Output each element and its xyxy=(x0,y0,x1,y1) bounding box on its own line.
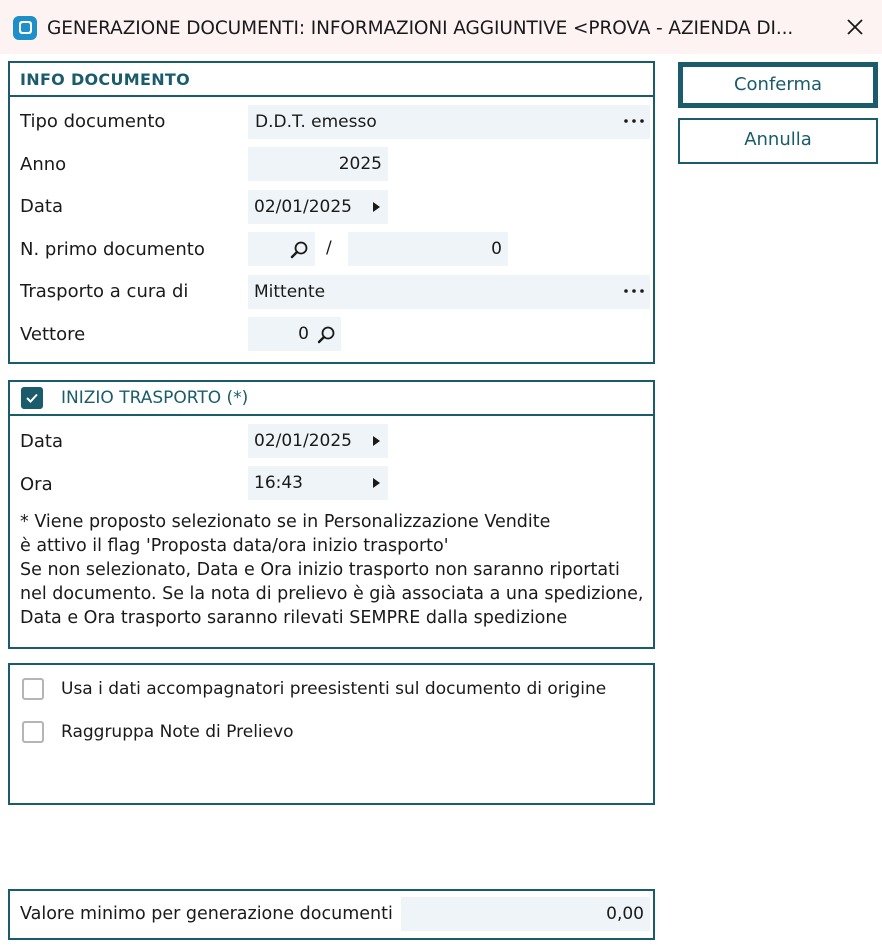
close-icon[interactable] xyxy=(842,14,868,40)
panel-title: INFO DOCUMENTO xyxy=(20,70,191,89)
trasporto-value: Mittente xyxy=(254,282,326,302)
n-primo-documento-label: N. primo documento xyxy=(20,239,205,260)
play-arrow-icon[interactable] xyxy=(373,478,380,488)
anno-label: Anno xyxy=(20,154,67,175)
n-primo-documento-number: 0 xyxy=(491,239,502,259)
raggruppa-note-label: Raggruppa Note di Prelievo xyxy=(61,722,294,742)
ellipsis-icon[interactable] xyxy=(624,289,644,293)
vettore-value: 0 xyxy=(298,324,309,344)
usa-dati-accompagnatori-checkbox[interactable] xyxy=(22,678,44,700)
trasporto-field[interactable] xyxy=(248,275,650,309)
tipo-documento-field[interactable] xyxy=(248,105,650,139)
valore-minimo-panel xyxy=(8,889,655,940)
n-primo-documento-number-input[interactable] xyxy=(348,232,508,266)
ellipsis-icon[interactable] xyxy=(624,119,644,123)
valore-minimo-label: Valore minimo per generazione documenti xyxy=(20,904,393,924)
data-input[interactable] xyxy=(248,190,388,224)
n-primo-documento-series-input[interactable] xyxy=(248,232,315,266)
valore-minimo-input[interactable] xyxy=(401,897,650,931)
data-inizio-input[interactable] xyxy=(248,424,388,458)
tipo-documento-label: Tipo documento xyxy=(20,111,166,132)
play-arrow-icon[interactable] xyxy=(373,436,380,446)
note-line: nel documento. Se la nota di prelievo è già associata a una spedizione, xyxy=(20,584,644,604)
ora-input[interactable] xyxy=(248,466,388,500)
ora-label: Ora xyxy=(20,474,53,495)
separator: / xyxy=(326,238,332,258)
data-inizio-value: 02/01/2025 xyxy=(254,431,352,451)
data-label: Data xyxy=(20,196,63,217)
note-line: * Viene proposto selezionato se in Personalizzazione Vendite xyxy=(20,512,551,532)
confirm-button[interactable]: Conferma xyxy=(678,62,878,108)
tipo-documento-value: D.D.T. emesso xyxy=(255,112,377,132)
note-line: Se non selezionato, Data e Ora inizio trasporto non saranno riportati xyxy=(20,560,620,580)
window-title: GENERAZIONE DOCUMENTI: INFORMAZIONI AGGIUNTIVE <PROVA - AZIENDA DI... xyxy=(47,18,794,39)
search-icon[interactable] xyxy=(289,240,309,260)
info-documento-panel xyxy=(8,61,655,364)
valore-minimo-value: 0,00 xyxy=(606,904,644,924)
cancel-button[interactable]: Annulla xyxy=(678,118,878,164)
panel-title: INIZIO TRASPORTO (*) xyxy=(61,388,249,408)
inizio-trasporto-panel xyxy=(8,380,655,649)
search-icon[interactable] xyxy=(316,325,336,345)
note-line: Data e Ora trasporto saranno rilevati SEMPRE dalla spedizione xyxy=(20,608,568,628)
data-value: 02/01/2025 xyxy=(254,197,352,217)
ora-value: 16:43 xyxy=(254,473,303,493)
anno-value: 2025 xyxy=(338,154,382,174)
panel-header xyxy=(10,63,653,97)
app-icon xyxy=(12,15,38,41)
trasporto-label: Trasporto a cura di xyxy=(20,281,189,302)
play-arrow-icon[interactable] xyxy=(373,202,380,212)
panel-header xyxy=(10,382,653,416)
check-icon xyxy=(23,389,41,407)
note-line: è attivo il flag 'Proposta data/ora inizio trasporto' xyxy=(20,536,449,556)
options-panel xyxy=(8,663,655,805)
inizio-trasporto-checkbox[interactable] xyxy=(21,387,43,409)
title-bar xyxy=(0,0,882,54)
anno-input[interactable] xyxy=(248,147,388,181)
raggruppa-note-checkbox[interactable] xyxy=(22,721,44,743)
usa-dati-accompagnatori-label: Usa i dati accompagnatori preesistenti sul documento di origine xyxy=(61,679,607,699)
data-label: Data xyxy=(20,431,63,452)
vettore-input[interactable] xyxy=(248,317,341,351)
vettore-label: Vettore xyxy=(20,324,86,345)
